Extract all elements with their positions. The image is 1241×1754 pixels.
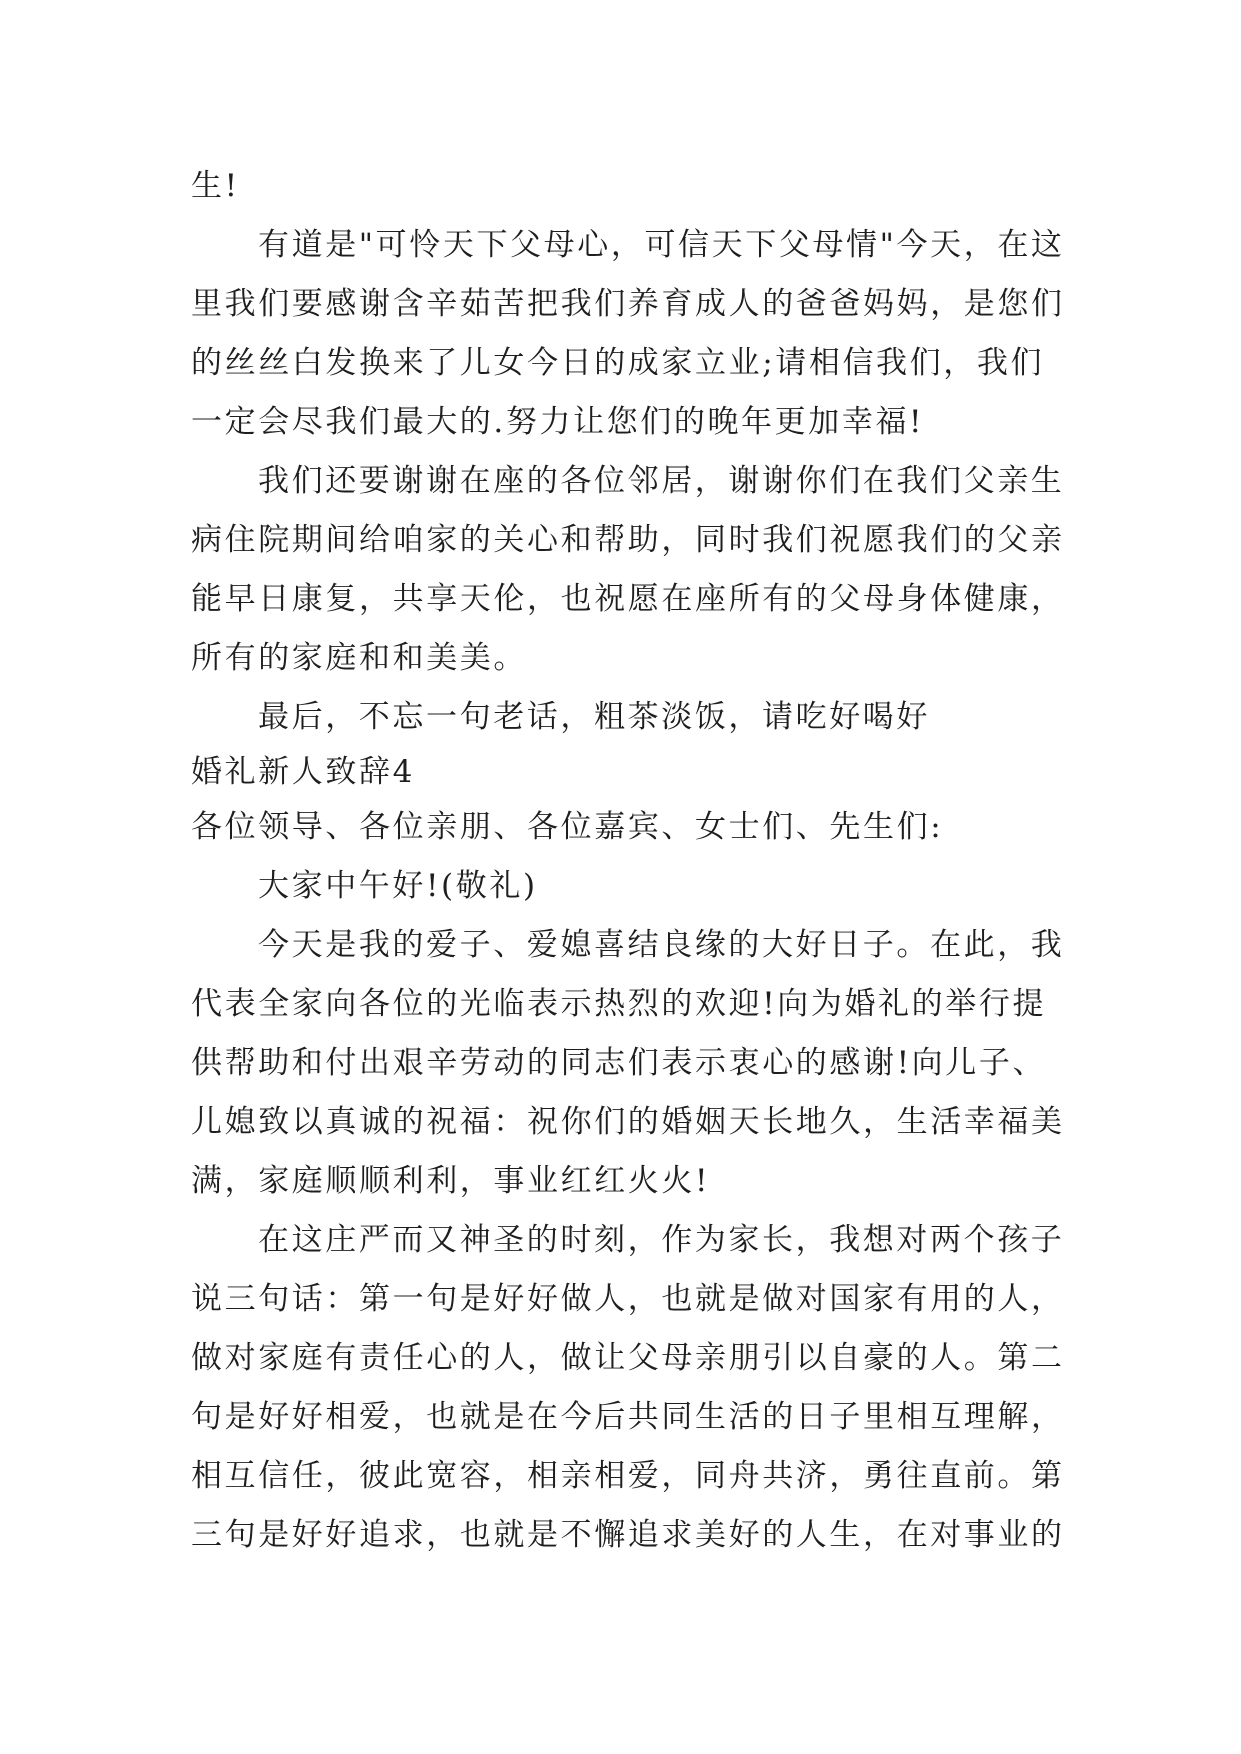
text-line: 我们还要谢谢在座的各位邻居，谢谢你们在我们父亲生: [258, 463, 1065, 499]
salutation: 各位领导、各位亲朋、各位嘉宾、女士们、先生们:: [191, 809, 944, 845]
text-line: 做对家庭有责任心的人，做让父母亲朋引以自豪的人。第二: [191, 1340, 1065, 1376]
text-line: 生!: [191, 168, 240, 204]
text-line: 满，家庭顺顺利利，事业红红火火!: [191, 1163, 711, 1199]
text-line: 今天是我的爱子、爱媳喜结良缘的大好日子。在此，我: [258, 927, 1065, 963]
text-line: 句是好好相爱，也就是在今后共同生活的日子里相互理解，: [191, 1399, 1065, 1435]
text-line: 供帮助和付出艰辛劳动的同志们表示衷心的感谢!向儿子、: [191, 1045, 1047, 1081]
text-line: 儿媳致以真诚的祝福：祝你们的婚姻天长地久，生活幸福美: [191, 1104, 1065, 1140]
text-line: 有道是"可怜天下父母心，可信天下父母情"今天，在这: [258, 227, 1065, 263]
text-line: 一定会尽我们最大的.努力让您们的晚年更加幸福!: [191, 404, 925, 440]
text-line: 代表全家向各位的光临表示热烈的欢迎!向为婚礼的举行提: [191, 986, 1047, 1022]
text-line: 的丝丝白发换来了儿女今日的成家立业;请相信我们，我们: [191, 345, 1045, 381]
text-line: 三句是好好追求，也就是不懈追求美好的人生，在对事业的: [191, 1517, 1065, 1553]
text-line: 病住院期间给咱家的关心和帮助，同时我们祝愿我们的父亲: [191, 522, 1065, 558]
text-line: 在这庄严而又神圣的时刻，作为家长，我想对两个孩子: [258, 1222, 1065, 1258]
text-line: 所有的家庭和和美美。: [191, 640, 527, 676]
text-line: 最后，不忘一句老话，粗茶淡饭，请吃好喝好: [258, 699, 930, 735]
text-line: 说三句话：第一句是好好做人，也就是做对国家有用的人，: [191, 1281, 1065, 1317]
text-line: 大家中午好!(敬礼): [258, 868, 538, 904]
text-line: 相互信任，彼此宽容，相亲相爱，同舟共济，勇往直前。第: [191, 1458, 1065, 1494]
section-heading: 婚礼新人致辞4: [191, 754, 415, 790]
text-line: 能早日康复，共享天伦，也祝愿在座所有的父母身体健康，: [191, 581, 1065, 617]
text-line: 里我们要感谢含辛茹苦把我们养育成人的爸爸妈妈，是您们: [191, 286, 1065, 322]
